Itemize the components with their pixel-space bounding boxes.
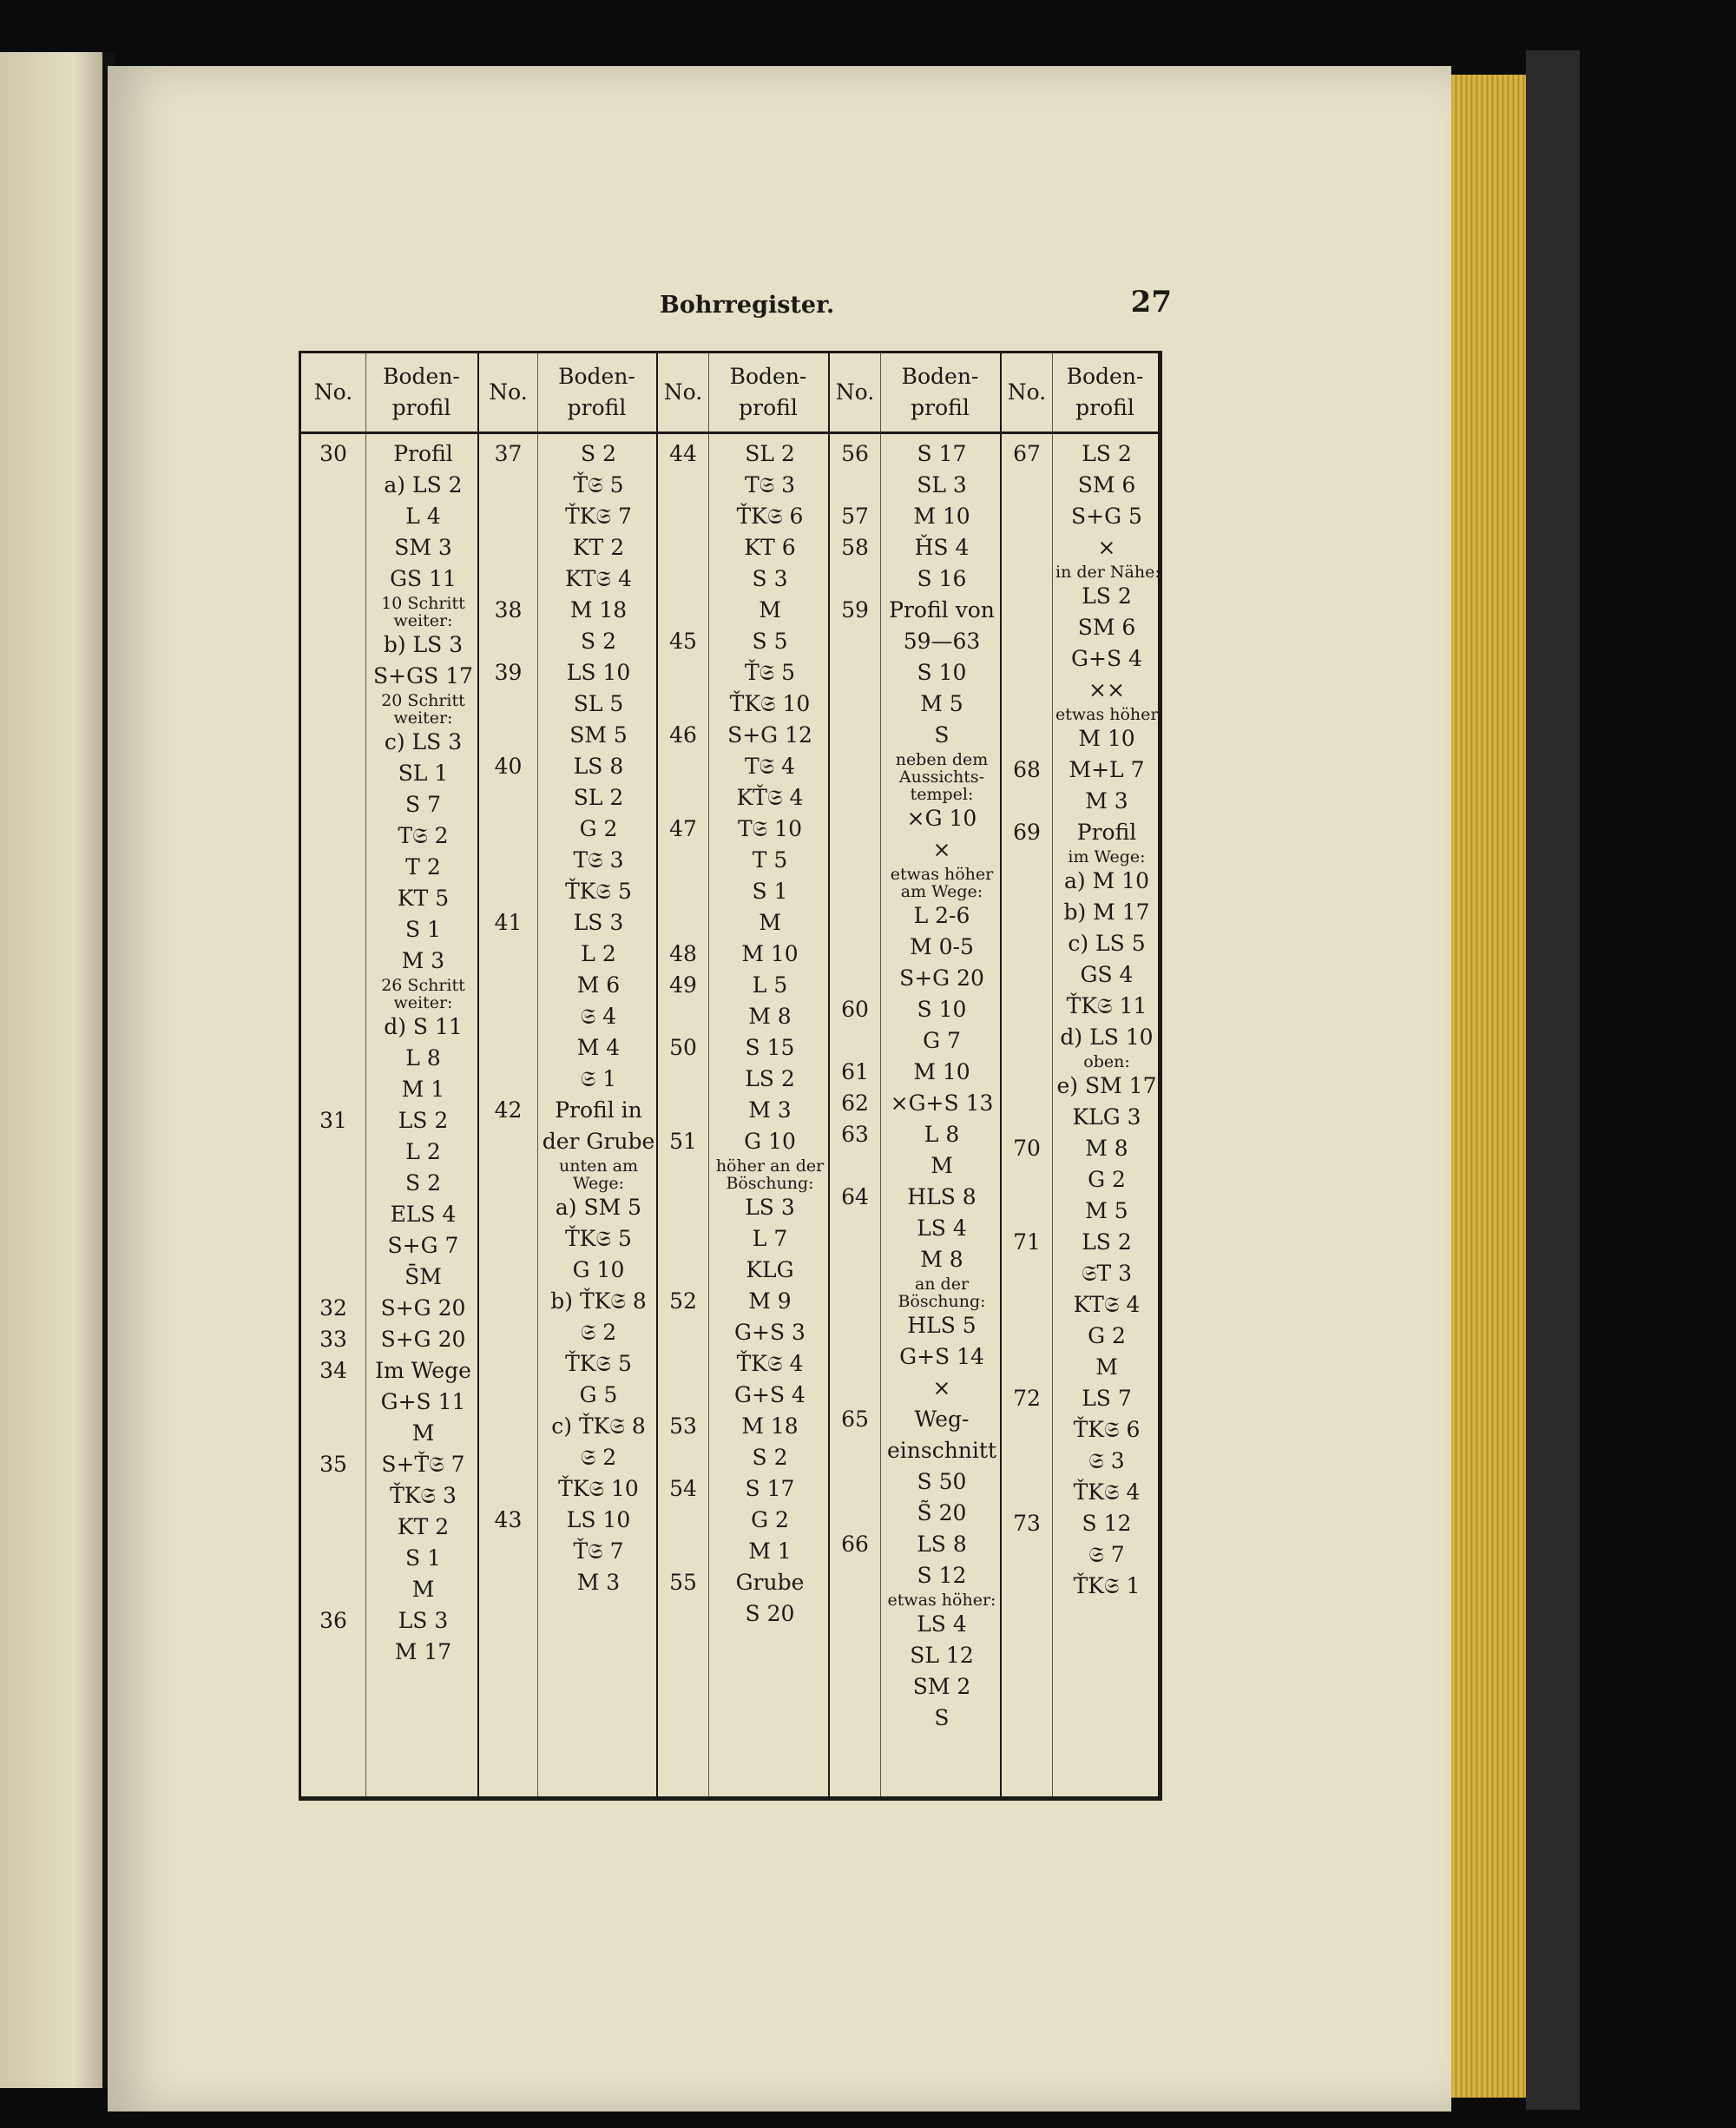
col1-profile-line: Profil bbox=[393, 441, 453, 466]
col3-profile-line: Grube bbox=[735, 1570, 805, 1595]
col5-entry-number: 72 bbox=[1013, 1386, 1041, 1411]
col2-profile-header-text: Boden- profil bbox=[558, 364, 635, 420]
col5-profile-line: G+S 4 bbox=[1071, 646, 1142, 671]
col3-entry-number: 50 bbox=[669, 1035, 697, 1060]
col3-profile-line: KLG bbox=[746, 1257, 794, 1282]
col4-profile-line: etwas höher: bbox=[887, 1591, 996, 1610]
col4-profile-entries bbox=[880, 438, 1000, 1734]
col3-number-column bbox=[658, 353, 709, 1796]
col4-profile-line: LS 4 bbox=[917, 1216, 967, 1241]
col5-profile-line: oben: bbox=[1083, 1052, 1130, 1071]
col2-profile-line: 𝔖 2 bbox=[580, 1445, 617, 1470]
col3-profile-line: S+G 12 bbox=[727, 722, 812, 748]
col4-profile-line: am Wege: bbox=[900, 882, 983, 901]
col5-profile-line: SM 6 bbox=[1077, 472, 1136, 497]
col1-profile-line: weiter: bbox=[393, 611, 453, 630]
col5-profile-line: ×× bbox=[1088, 677, 1125, 702]
col3-profile-line: M bbox=[759, 910, 781, 935]
col3-profile-line: S 1 bbox=[752, 879, 788, 904]
col2-profile-line: M 4 bbox=[576, 1035, 621, 1060]
col4-profile-line: G 7 bbox=[923, 1028, 961, 1053]
col1-profile-line: M 1 bbox=[401, 1077, 445, 1102]
col4-entry-number: 59 bbox=[841, 597, 869, 623]
col3-profile-line: M 9 bbox=[748, 1288, 792, 1314]
gilt-page-edges bbox=[1451, 75, 1526, 2098]
col5-profile-line: ŤK𝔖 6 bbox=[1073, 1417, 1141, 1442]
col1-profile-line: L 8 bbox=[405, 1045, 441, 1071]
col3-profile-line: LS 2 bbox=[745, 1066, 795, 1091]
col4-profile-line: ȞS 4 bbox=[914, 535, 970, 560]
col2-profile-line: SL 2 bbox=[573, 785, 624, 810]
col4-profile-line: Böschung: bbox=[898, 1292, 986, 1311]
col1-entry-number: 36 bbox=[319, 1608, 347, 1633]
col2-profile-line: M 3 bbox=[576, 1570, 621, 1595]
col2-profile-line: M 18 bbox=[569, 597, 628, 623]
col5-profile-line: × bbox=[1097, 535, 1116, 560]
col5-profile-line: im Wege: bbox=[1068, 847, 1146, 866]
col2-entry-number: 39 bbox=[494, 660, 523, 685]
col5-profile-line: SM 6 bbox=[1077, 615, 1136, 640]
col4-profile-line: an der bbox=[914, 1275, 970, 1294]
col5-profile-line: G 2 bbox=[1088, 1167, 1126, 1192]
col4-profile-line: M 10 bbox=[913, 1059, 970, 1084]
col2-profile-line: der Grube bbox=[542, 1129, 655, 1154]
col1-profile-line: S+Ť𝔖 7 bbox=[381, 1452, 465, 1477]
col3-profile-header-text: Boden- profil bbox=[729, 364, 807, 420]
col4-profile-line: HLS 8 bbox=[907, 1184, 976, 1209]
col1-profile-line: G+S 11 bbox=[380, 1389, 466, 1414]
col2-profile-line: ŤK𝔖 5 bbox=[565, 1226, 632, 1251]
running-head: Bohrregister. bbox=[660, 292, 835, 319]
col3-profile-line: G+S 3 bbox=[734, 1320, 806, 1345]
col1-profile-line: M bbox=[411, 1577, 435, 1602]
col3-entry-number: 55 bbox=[669, 1570, 697, 1595]
col5-profile-line: M 10 bbox=[1078, 726, 1135, 751]
col1-profile-line: M 3 bbox=[401, 948, 445, 973]
col4-profile-line: × bbox=[932, 837, 951, 862]
col3-profile-entries bbox=[708, 438, 828, 1630]
col5-profile-line: LS 2 bbox=[1082, 441, 1132, 466]
col5-entry-number: 67 bbox=[1013, 441, 1041, 466]
col3-entry-number: 46 bbox=[669, 722, 697, 748]
col1-entry-number: 33 bbox=[319, 1327, 347, 1352]
page-number: 27 bbox=[1130, 285, 1172, 320]
col4-number-column bbox=[830, 353, 881, 1796]
col5-profile-line: KT𝔖 4 bbox=[1073, 1292, 1141, 1317]
col1-number-column bbox=[301, 353, 366, 1796]
col3-entry-number: 49 bbox=[669, 972, 697, 998]
col2-profile-line: b) ŤK𝔖 8 bbox=[550, 1288, 647, 1314]
col2-entry-number: 40 bbox=[494, 754, 523, 779]
col3-no-header: No. bbox=[658, 353, 708, 434]
col4-profile-line: Weg- bbox=[914, 1407, 970, 1432]
col3-profile-line: G 10 bbox=[744, 1129, 796, 1154]
col4-entry-number: 58 bbox=[841, 535, 869, 560]
col2-profile-line: unten am bbox=[559, 1156, 638, 1176]
col2-profile-line: Ť𝔖 5 bbox=[573, 472, 624, 497]
col2-profile-line: 𝔖 2 bbox=[580, 1320, 617, 1345]
col1-profile-line: KT 2 bbox=[397, 1514, 450, 1539]
col5-profile-header-text: Boden- profil bbox=[1066, 364, 1144, 420]
col3-profile-line: LS 3 bbox=[745, 1195, 795, 1220]
col5-entry-number: 68 bbox=[1013, 757, 1041, 782]
col1-profile-line: S+GS 17 bbox=[373, 663, 473, 688]
col3-profile-line: T 5 bbox=[752, 847, 788, 873]
col4-profile-line: S̃ 20 bbox=[917, 1500, 967, 1525]
col3-profile-line: KT 6 bbox=[744, 535, 796, 560]
col1-profile-line: S+G 20 bbox=[380, 1327, 466, 1352]
col1-profile-line: T 2 bbox=[405, 854, 441, 880]
col3-profile-line: M bbox=[759, 597, 781, 623]
col2-entry-number: 37 bbox=[494, 441, 523, 466]
col3-profile-line: M 1 bbox=[748, 1538, 792, 1564]
col4-profile-line: einschnitt bbox=[886, 1438, 996, 1463]
col2-profile-line: ŤK𝔖 5 bbox=[565, 1351, 632, 1376]
col4-profile-line: M 0-5 bbox=[910, 934, 974, 959]
col1-profile-line: S̄M bbox=[404, 1264, 442, 1289]
col3-entry-number: 52 bbox=[669, 1288, 697, 1314]
col1-profile-line: M 17 bbox=[394, 1639, 452, 1664]
col3-profile-line: M 18 bbox=[741, 1413, 799, 1439]
col5-profile-line: LS 2 bbox=[1082, 1229, 1132, 1255]
col5-profile-line: b) M 17 bbox=[1063, 899, 1150, 925]
col1-profile-header-text: Boden- profil bbox=[383, 364, 460, 420]
col3-profile-line: höher an der bbox=[715, 1156, 825, 1176]
col4-profile-line: HLS 5 bbox=[907, 1313, 976, 1338]
col3-entry-number: 45 bbox=[669, 629, 697, 654]
col1-profile-line: SM 3 bbox=[394, 535, 452, 560]
col1-profile-line: LS 2 bbox=[398, 1108, 449, 1133]
col5-profile-line: ŤK𝔖 4 bbox=[1073, 1479, 1141, 1505]
col4-profile-header bbox=[880, 353, 1000, 434]
col5-number-column bbox=[1002, 353, 1053, 1796]
col5-profile-line: M 5 bbox=[1085, 1198, 1128, 1223]
col2-profile-entries bbox=[537, 438, 656, 1598]
col4-profile-line: M 10 bbox=[913, 504, 970, 529]
col1-profile-line: L 2 bbox=[405, 1139, 441, 1164]
col2-profile-line: G 5 bbox=[579, 1382, 618, 1407]
col3-profile-column bbox=[708, 353, 830, 1796]
col5-profile-line: in der Nähe: bbox=[1055, 563, 1161, 582]
col3-profile-line: M 3 bbox=[748, 1097, 792, 1123]
col4-profile-line: L 2-6 bbox=[913, 903, 970, 928]
col5-profile-line: M+L 7 bbox=[1069, 757, 1145, 782]
col2-profile-line: LS 3 bbox=[573, 910, 624, 935]
col3-profile-line: M 8 bbox=[748, 1004, 792, 1029]
col1-profile-line: 10 Schritt bbox=[381, 594, 465, 613]
col5-profile-line: a) M 10 bbox=[1064, 868, 1149, 893]
col1-profile-entries bbox=[365, 438, 477, 1668]
col2-profile-line: c) ŤK𝔖 8 bbox=[551, 1413, 646, 1439]
col4-profile-line: ×G+S 13 bbox=[890, 1090, 994, 1116]
col3-profile-line: L 5 bbox=[752, 972, 788, 998]
col5-profile-line: LS 7 bbox=[1082, 1386, 1132, 1411]
col1-entry-number: 32 bbox=[319, 1295, 347, 1321]
col5-profile-line: c) LS 5 bbox=[1068, 931, 1146, 956]
col2-entry-number: 41 bbox=[494, 910, 523, 935]
col3-entry-number: 51 bbox=[669, 1129, 697, 1154]
col4-profile-line: S 16 bbox=[917, 566, 967, 591]
col3-entry-number: 44 bbox=[669, 441, 697, 466]
col1-no-header: No. bbox=[301, 353, 365, 434]
col1-profile-line: d) S 11 bbox=[384, 1014, 463, 1039]
col5-profile-line: 𝔖T 3 bbox=[1081, 1261, 1133, 1286]
col5-entry-number: 71 bbox=[1013, 1229, 1041, 1255]
col2-profile-line: G 10 bbox=[572, 1257, 625, 1282]
col2-profile-line: KT𝔖 4 bbox=[565, 566, 632, 591]
col4-profile-line: × bbox=[932, 1375, 951, 1400]
col2-profile-line: M 6 bbox=[576, 972, 621, 998]
col4-profile-line: M 8 bbox=[920, 1247, 963, 1272]
col2-profile-line: ŤK𝔖 5 bbox=[565, 879, 632, 904]
col3-profile-line: G 2 bbox=[751, 1507, 789, 1532]
col2-profile-line: LS 8 bbox=[573, 754, 624, 779]
col5-profile-line: M bbox=[1095, 1354, 1118, 1380]
col1-entry-number: 31 bbox=[319, 1108, 347, 1133]
col4-profile-line: S bbox=[934, 1705, 950, 1730]
book-cover bbox=[1526, 50, 1580, 2110]
col1-profile-line: a) LS 2 bbox=[384, 472, 463, 497]
col5-profile-line: S+G 5 bbox=[1071, 504, 1142, 529]
col2-profile-line: S 2 bbox=[581, 441, 616, 466]
col5-profile-line: 𝔖 3 bbox=[1088, 1448, 1125, 1473]
col3-profile-line: S 2 bbox=[752, 1445, 788, 1470]
col5-profile-entries bbox=[1052, 438, 1164, 1602]
col5-profile-line: d) LS 10 bbox=[1060, 1024, 1154, 1050]
col4-profile-line: G+S 14 bbox=[899, 1344, 984, 1369]
col4-profile-line: neben dem bbox=[895, 750, 989, 769]
col4-entry-number: 65 bbox=[841, 1407, 869, 1432]
col5-profile-line: ŤK𝔖 1 bbox=[1073, 1573, 1141, 1598]
col4-entry-number: 61 bbox=[841, 1059, 869, 1084]
col4-profile-line: tempel: bbox=[910, 785, 974, 804]
col4-profile-line: S 10 bbox=[917, 997, 967, 1022]
col3-profile-line: S 15 bbox=[745, 1035, 795, 1060]
col2-profile-header bbox=[537, 353, 656, 434]
col1-profile-line: S 2 bbox=[405, 1170, 441, 1196]
col5-profile-line: Profil bbox=[1076, 820, 1137, 845]
col4-profile-line: M bbox=[930, 1153, 953, 1178]
col1-profile-line: Im Wege bbox=[375, 1358, 471, 1383]
col4-profile-line: SM 2 bbox=[912, 1674, 971, 1699]
left-page-edge bbox=[0, 52, 106, 2088]
col2-profile-line: S 2 bbox=[581, 629, 616, 654]
col4-profile-line: S 10 bbox=[917, 660, 967, 685]
col1-profile-line: b) LS 3 bbox=[383, 632, 464, 657]
col3-profile-line: S 20 bbox=[745, 1601, 795, 1626]
col5-entry-number: 69 bbox=[1013, 820, 1041, 845]
col5-profile-line: ŤK𝔖 11 bbox=[1066, 993, 1147, 1018]
col3-profile-line: L 7 bbox=[752, 1226, 788, 1251]
col5-no-header: No. bbox=[1002, 353, 1052, 434]
col5-profile-line: G 2 bbox=[1088, 1323, 1126, 1348]
col2-entry-number: 42 bbox=[494, 1097, 523, 1123]
col4-entry-number: 63 bbox=[841, 1122, 869, 1147]
col4-profile-line: Profil von bbox=[889, 597, 995, 623]
col2-profile-line: L 2 bbox=[581, 941, 616, 966]
col3-profile-line: S 3 bbox=[752, 566, 788, 591]
col4-profile-line: ×G 10 bbox=[906, 806, 977, 831]
col4-profile-line: S bbox=[934, 722, 950, 748]
col2-profile-line: G 2 bbox=[579, 816, 618, 841]
col2-profile-line: Profil in bbox=[555, 1097, 642, 1123]
col4-profile-line: LS 4 bbox=[917, 1611, 967, 1637]
col5-profile-line: LS 2 bbox=[1082, 583, 1132, 609]
col2-profile-line: 𝔖 4 bbox=[580, 1004, 617, 1029]
col1-profile-line: S+G 7 bbox=[387, 1233, 459, 1258]
col2-profile-line: Ť𝔖 7 bbox=[573, 1538, 624, 1564]
col4-entry-number: 66 bbox=[841, 1532, 869, 1557]
col1-profile-line: L 4 bbox=[405, 504, 441, 529]
col1-profile-line: 20 Schritt bbox=[381, 691, 465, 710]
col4-profile-line: L 8 bbox=[924, 1122, 960, 1147]
col3-profile-line: SL 2 bbox=[745, 441, 795, 466]
col1-entry-number: 34 bbox=[319, 1358, 347, 1383]
col4-profile-line: LS 8 bbox=[917, 1532, 967, 1557]
col1-profile-line: S 1 bbox=[405, 1545, 441, 1571]
col2-profile-line: KT 2 bbox=[572, 535, 625, 560]
col3-profile-line: ŤK𝔖 4 bbox=[736, 1351, 804, 1376]
col4-no-header: No. bbox=[830, 353, 880, 434]
col2-number-column bbox=[479, 353, 538, 1796]
col3-profile-line: T𝔖 4 bbox=[744, 754, 796, 779]
col4-profile-line: 59—63 bbox=[903, 629, 981, 654]
col2-entry-number: 38 bbox=[494, 597, 523, 623]
bore-register-table bbox=[299, 351, 1162, 1801]
col5-profile-line: GS 4 bbox=[1080, 962, 1134, 987]
col4-profile-line: SL 12 bbox=[910, 1643, 974, 1668]
col1-profile-line: c) LS 3 bbox=[384, 729, 463, 754]
col4-profile-column bbox=[880, 353, 1002, 1796]
col2-profile-line: SM 5 bbox=[569, 722, 628, 748]
col1-profile-line: M bbox=[411, 1420, 435, 1446]
col3-profile-line: S 5 bbox=[752, 629, 788, 654]
col2-profile-line: Wege: bbox=[572, 1174, 625, 1193]
col1-profile-line: S 7 bbox=[405, 792, 441, 817]
col3-profile-line: Ť𝔖 5 bbox=[744, 660, 796, 685]
col4-profile-line: SL 3 bbox=[917, 472, 967, 497]
col4-profile-line: etwas höher bbox=[890, 865, 994, 884]
col5-profile-line: S 12 bbox=[1082, 1511, 1132, 1536]
col1-profile-line: weiter: bbox=[393, 993, 453, 1012]
col1-profile-line: GS 11 bbox=[390, 566, 457, 591]
col4-entry-number: 56 bbox=[841, 441, 869, 466]
col2-profile-line: 𝔖 1 bbox=[580, 1066, 617, 1091]
col1-profile-line: SL 1 bbox=[398, 761, 449, 786]
col1-profile-line: weiter: bbox=[393, 708, 453, 728]
col4-profile-line: S+G 20 bbox=[899, 965, 984, 991]
col1-profile-line: KT 5 bbox=[397, 886, 450, 911]
col3-profile-line: Böschung: bbox=[726, 1174, 814, 1193]
col2-profile-line: ŤK𝔖 10 bbox=[558, 1476, 639, 1501]
col2-profile-column bbox=[537, 353, 658, 1796]
col5-profile-line: M 8 bbox=[1085, 1136, 1128, 1161]
col3-profile-line: KŤ𝔖 4 bbox=[736, 785, 804, 810]
col1-profile-line: S+G 20 bbox=[380, 1295, 466, 1321]
col5-profile-header bbox=[1052, 353, 1158, 434]
col3-profile-line: ŤK𝔖 6 bbox=[736, 504, 804, 529]
col5-entry-number: 70 bbox=[1013, 1136, 1041, 1161]
col3-profile-line: T𝔖 3 bbox=[744, 472, 796, 497]
col4-profile-line: S 12 bbox=[917, 1563, 967, 1588]
col2-profile-line: SL 5 bbox=[573, 691, 624, 716]
col3-entry-number: 53 bbox=[669, 1413, 697, 1439]
col4-profile-header-text: Boden- profil bbox=[901, 364, 979, 420]
col2-profile-line: LS 10 bbox=[566, 1507, 631, 1532]
col2-entry-number: 43 bbox=[494, 1507, 523, 1532]
col4-entry-number: 64 bbox=[841, 1184, 869, 1209]
col4-profile-line: Aussichts- bbox=[898, 768, 985, 787]
col3-profile-line: G+S 4 bbox=[734, 1382, 806, 1407]
col5-profile-line: M 3 bbox=[1085, 788, 1128, 814]
col4-entry-number: 60 bbox=[841, 997, 869, 1022]
col3-entry-number: 54 bbox=[669, 1476, 697, 1501]
col5-profile-line: KLG 3 bbox=[1072, 1104, 1141, 1130]
col1-entry-number: 35 bbox=[319, 1452, 347, 1477]
col5-entry-number: 73 bbox=[1013, 1511, 1041, 1536]
col4-profile-line: S 17 bbox=[917, 441, 967, 466]
col3-profile-header bbox=[708, 353, 828, 434]
col1-profile-column bbox=[365, 353, 479, 1796]
col3-profile-line: T𝔖 10 bbox=[738, 816, 802, 841]
col5-profile-line: e) SM 17 bbox=[1056, 1073, 1157, 1098]
col3-entry-number: 48 bbox=[669, 941, 697, 966]
col1-profile-line: ŤK𝔖 3 bbox=[390, 1483, 457, 1508]
col1-profile-line: T𝔖 2 bbox=[398, 823, 449, 848]
col1-profile-line: ELS 4 bbox=[390, 1202, 457, 1227]
col5-profile-line: 𝔖 7 bbox=[1088, 1542, 1125, 1567]
col1-profile-header bbox=[365, 353, 477, 434]
col3-profile-line: S 17 bbox=[745, 1476, 795, 1501]
col4-profile-line: M 5 bbox=[920, 691, 963, 716]
col1-profile-line: LS 3 bbox=[398, 1608, 449, 1633]
col2-profile-line: ŤK𝔖 7 bbox=[565, 504, 632, 529]
col5-profile-column bbox=[1052, 353, 1164, 1796]
col3-profile-line: ŤK𝔖 10 bbox=[729, 691, 811, 716]
col1-entry-number: 30 bbox=[319, 441, 347, 466]
col1-profile-line: S 1 bbox=[405, 917, 441, 942]
col2-no-header: No. bbox=[479, 353, 537, 434]
col4-entry-number: 62 bbox=[841, 1090, 869, 1116]
col2-profile-line: a) SM 5 bbox=[555, 1195, 642, 1220]
col3-profile-line: M 10 bbox=[741, 941, 799, 966]
col2-profile-line: LS 10 bbox=[566, 660, 631, 685]
col3-entry-number: 47 bbox=[669, 816, 697, 841]
col1-profile-line: 26 Schritt bbox=[381, 976, 465, 995]
col2-profile-line: T𝔖 3 bbox=[573, 847, 624, 873]
col4-profile-line: S 50 bbox=[917, 1469, 967, 1494]
col5-profile-line: etwas höher: bbox=[1055, 705, 1164, 724]
col4-entry-number: 57 bbox=[841, 504, 869, 529]
